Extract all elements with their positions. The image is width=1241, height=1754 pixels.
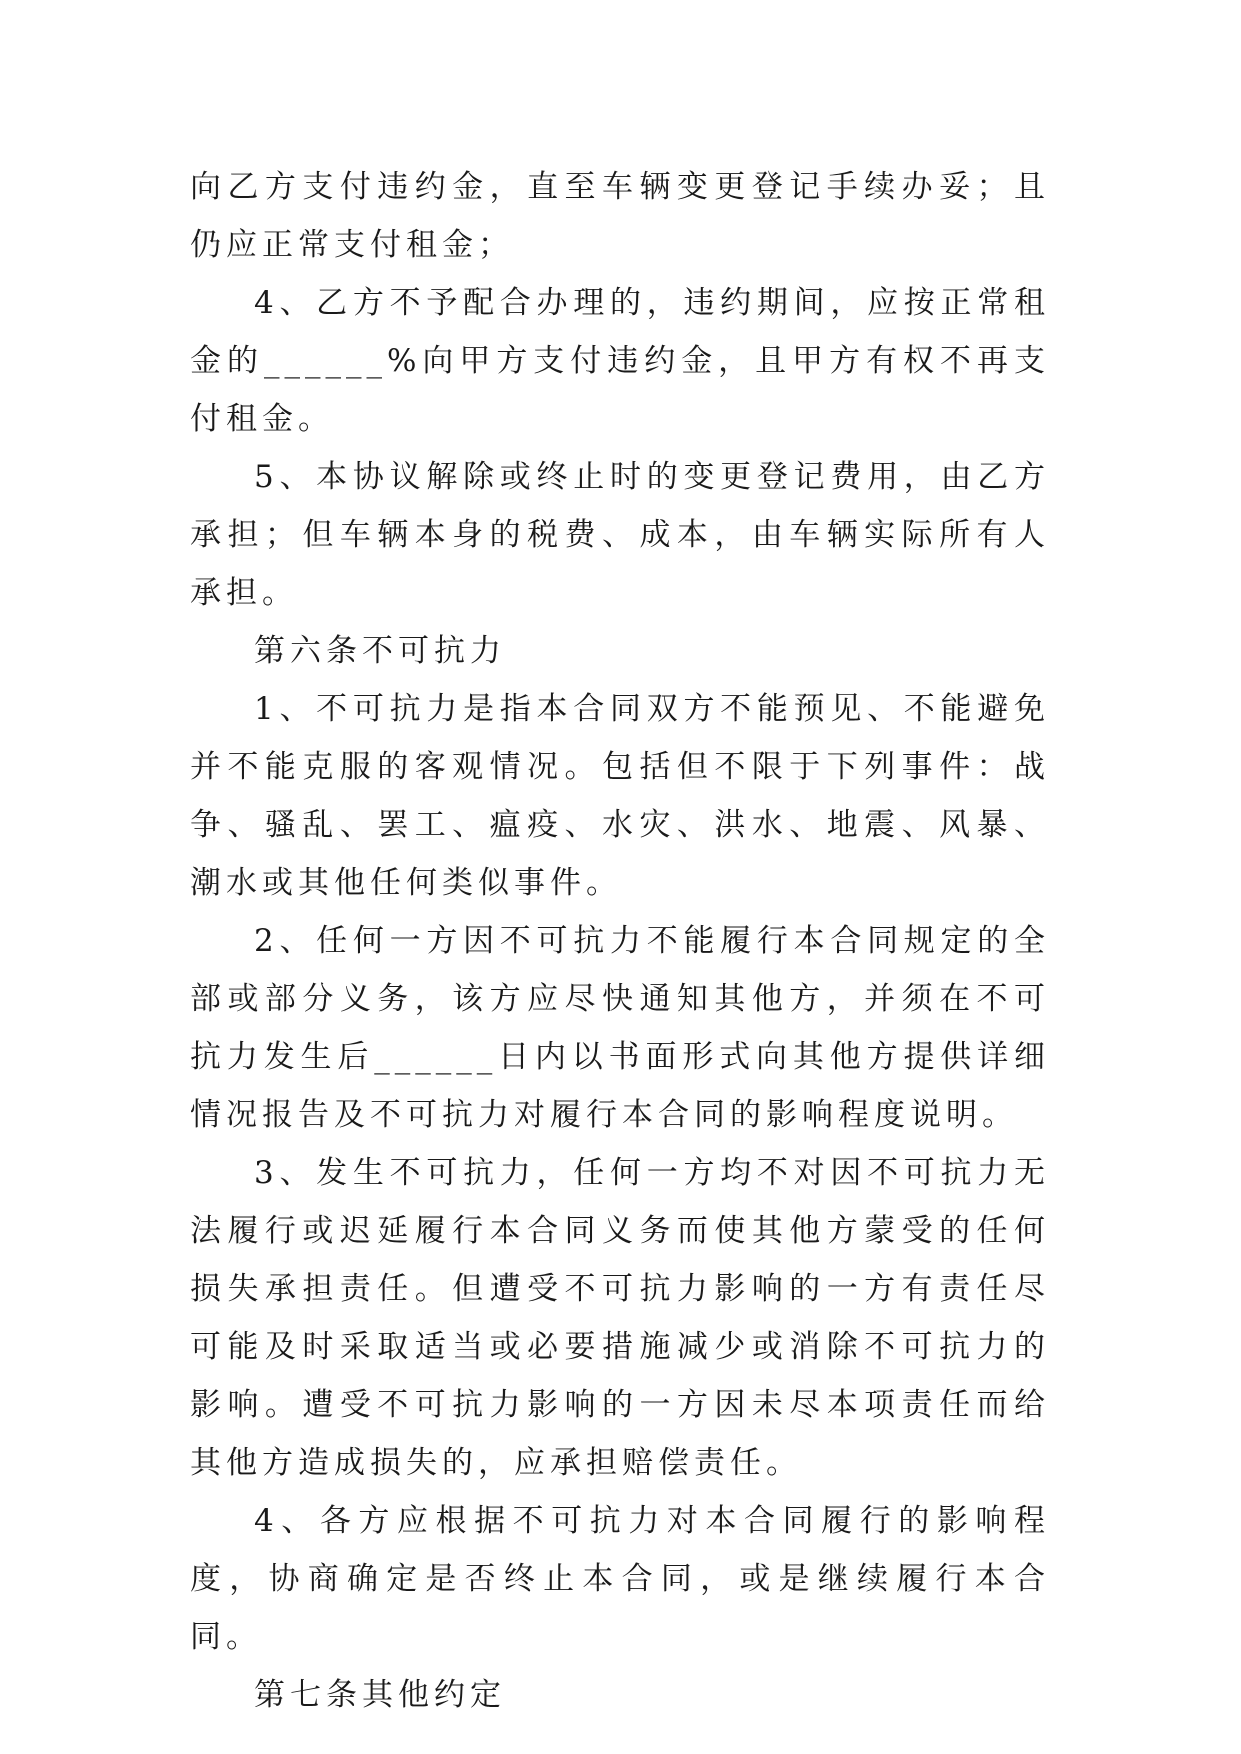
paragraph-continuation: 向乙方支付违约金，直至车辆变更登记手续办妥；且仍应正常支付租金； [190, 169, 1050, 263]
paragraph-clause-5: 5、本协议解除或终止时的变更登记费用，由乙方承担；但车辆本身的税费、成本，由车辆实际所有人承担。 [190, 459, 1050, 611]
paragraph-force-majeure-4: 4、各方应根据不可抗力对本合同履行的影响程度，协商确定是否终止本合同，或是继续履行本合同。 [190, 1503, 1050, 1655]
document-body [190, 158, 1050, 1724]
paragraph-force-majeure-3: 3、发生不可抗力，任何一方均不对因不可抗力无法履行或迟延履行本合同义务而使其他方蒙受的任何损失承担责任。但遭受不可抗力影响的一方有责任尽可能及时采取适当或必要措施减少或消除不可抗力的影响。遭受不可抗力影响的一方因未尽本项责任而给其他方造成损失的，应承担赔偿责任。 [190, 1155, 1050, 1481]
paragraph-force-majeure-1: 1、不可抗力是指本合同双方不能预见、不能避免并不能克服的客观情况。包括但不限于下列事件：战争、骚乱、罢工、瘟疫、水灾、洪水、地震、风暴、潮水或其他任何类似事件。 [190, 691, 1050, 901]
paragraph-clause-4: 4、乙方不予配合办理的，违约期间，应按正常租金的______%向甲方支付违约金，且甲方有权不再支付租金。 [190, 285, 1050, 437]
article-7-heading: 第七条其他约定 [254, 1677, 506, 1713]
paragraph-force-majeure-2: 2、任何一方因不可抗力不能履行本合同规定的全部或部分义务，该方应尽快通知其他方，并须在不可抗力发生后______日内以书面形式向其他方提供详细情况报告及不可抗力对履行本合同的影响程度说明。 [190, 923, 1050, 1133]
article-6-heading: 第六条不可抗力 [254, 633, 506, 669]
